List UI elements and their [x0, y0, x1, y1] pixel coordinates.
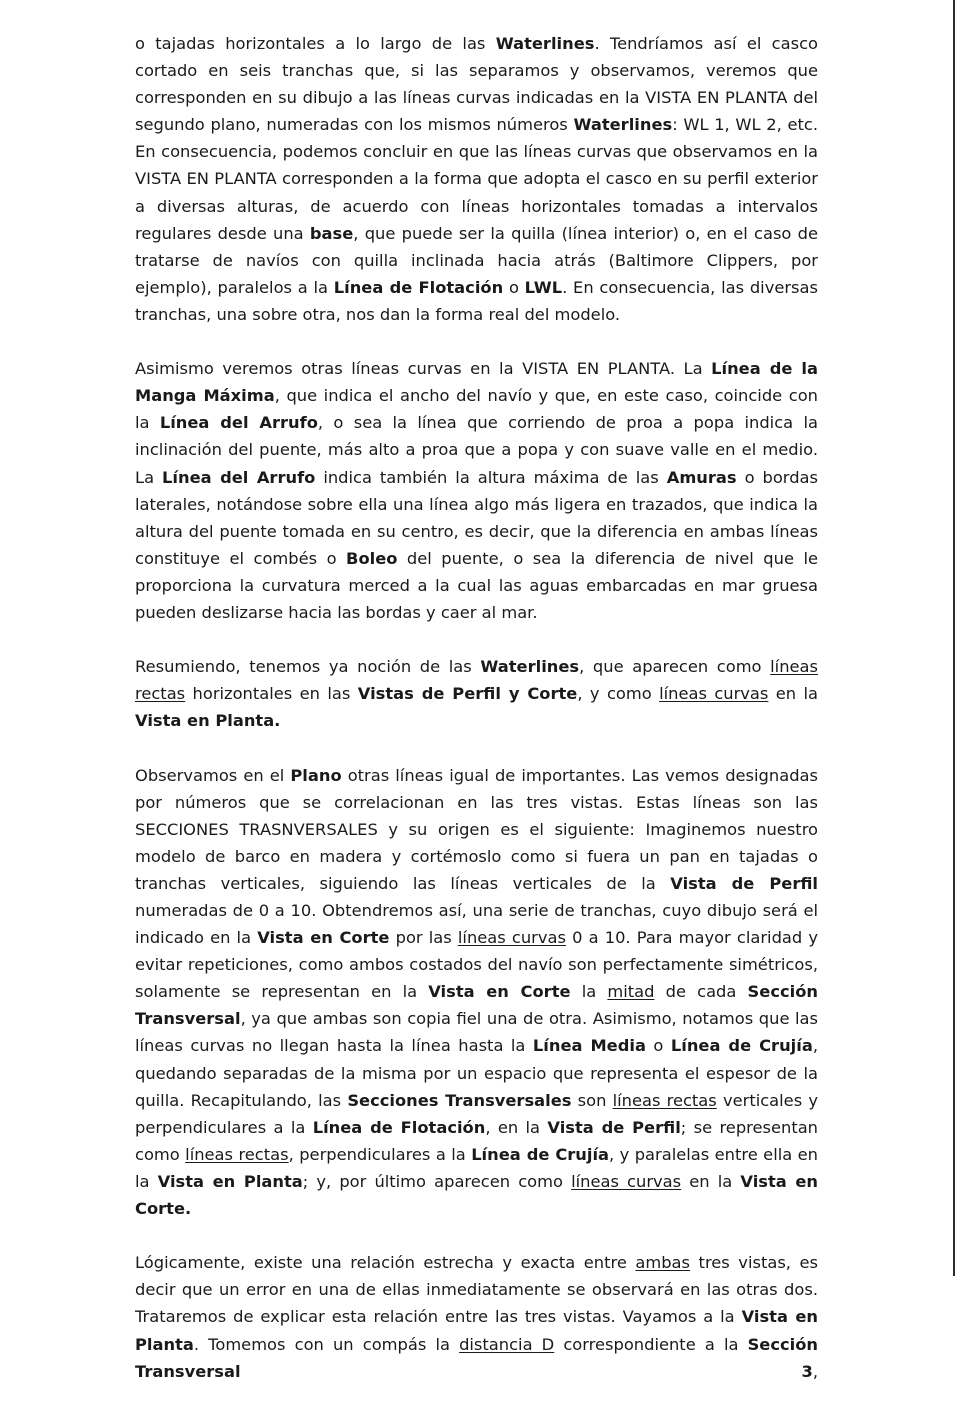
text-run: o tajadas horizontales a lo largo de las: [135, 34, 496, 53]
text-run: , que indica el ancho del navío y que, en este caso, coincide con la: [135, 386, 818, 433]
text-run: o: [503, 277, 525, 297]
bold-term: Waterlines: [495, 34, 595, 53]
body-text: [135, 30, 818, 1412]
text-run: ; y, por último aparecen como: [302, 1171, 572, 1191]
text-run: ; se representan como: [135, 1117, 818, 1164]
bold-term: Vista en Corte: [257, 928, 390, 948]
bold-term: Vista en Corte: [428, 982, 571, 1002]
underlined-term: mitad: [607, 982, 655, 1002]
text-run: : WL 1, WL 2, etc. En consecuencia, podemos concluir en que las líneas curvas que observamos en la VISTA EN PLANTA corresponden a la forma que adopta el casco en su perfil exterior a diversas alturas, de acuerdo con líneas horizontales tomadas a intervalos regulares desde una: [135, 115, 819, 243]
text-run: por las: [389, 928, 458, 948]
text-run: Asimismo veremos otras líneas curvas en la VISTA EN PLANTA. La: [135, 359, 712, 379]
text-run: Resumiendo, tenemos ya noción de las: [135, 657, 481, 677]
text-run: ,: [812, 1361, 818, 1381]
bold-term: Vistas de Perfil y Corte: [357, 684, 578, 704]
text-run: Lógicamente, existe una relación estrecha y exacta entre: [135, 1253, 636, 1273]
text-run: . Tendríamos así el casco cortado en seis tranchas que, si las separamos y observamos, veremos que corresponden en su dibujo a las líneas curvas indicadas en la VISTA EN PLANTA del segundo plano, numeradas con los mismos números: [135, 34, 818, 135]
text-run: , quedando separadas de la misma por un espacio que representa el espesor de la quilla. Recapitulando, las: [135, 1036, 819, 1110]
bold-term: Waterlines: [573, 115, 673, 135]
bold-term: Línea de la Manga Máxima: [135, 359, 818, 406]
text-run: verticales y perpendiculares a la: [135, 1090, 818, 1137]
text-run: en la: [768, 684, 819, 704]
underlined-term: líneas rectas: [612, 1090, 717, 1110]
bold-term: Línea del Arrufo: [159, 413, 318, 433]
text-run: la: [570, 982, 608, 1002]
text-run: o: [645, 1036, 671, 1056]
bold-term: Vista en Planta.: [135, 711, 281, 731]
paragraph-1: [135, 30, 818, 328]
text-run: . En consecuencia, las diversas tranchas, una sobre otra, nos dan la forma real del modelo.: [135, 277, 818, 324]
bold-term: Plano: [290, 765, 342, 785]
bold-term: Línea del Arrufo: [162, 467, 316, 487]
underlined-term: ambas: [635, 1253, 691, 1273]
underlined-term: distancia D: [459, 1334, 555, 1354]
bold-term: Línea de Flotación: [312, 1117, 486, 1137]
text-run: , perpendiculares a la: [288, 1144, 472, 1164]
underlined-term: líneas rectas: [185, 1144, 289, 1164]
bold-term: Línea de Crujía: [471, 1144, 610, 1164]
text-run: tres vistas, es decir que un error en una de ellas inmediatamente se observará en las otras dos. Trataremos de explicar esta relación entre las tres vistas. Vayamos a la: [135, 1253, 819, 1327]
text-run: indica también la altura máxima de las: [315, 467, 667, 487]
text-run: otras líneas igual de importantes. Las vemos designadas por números que se correlacionan en las tres vistas. Estas líneas son las SECCIONES TRASNVERSALES y su origen es el siguiente: Imaginemos nuestro modelo de barco en madera y cortémoslo como si fuera un pan en tajadas o tranchas verticales, siguiendo las líneas verticales de la: [135, 765, 818, 893]
underlined-term: líneas curvas: [659, 684, 769, 704]
bold-term: Vista de Perfil: [547, 1117, 681, 1137]
text-run: horizontales en las: [185, 684, 358, 704]
paragraph-5: [135, 1249, 818, 1384]
page-edge-border: [949, 0, 957, 1276]
bold-term: Vista en Corte.: [135, 1171, 818, 1219]
text-run: , que aparecen como: [579, 657, 771, 677]
bold-term: Sección Transversal: [135, 982, 818, 1029]
text-run: correspondiente a la: [554, 1334, 748, 1354]
text-run: , ya que ambas son copia fiel una de otra. Asimismo, notamos que las líneas curvas no llegan hasta la línea hasta la: [135, 1009, 818, 1056]
bold-term: Vista de Perfil: [670, 873, 818, 893]
text-run: 0 a 10. Para mayor claridad y evitar repeticiones, como ambos costados del navío son perfectamente simétricos, solamente se representan en la: [135, 928, 818, 1002]
bold-term: Amuras: [666, 467, 737, 487]
bold-term: Línea Media: [532, 1036, 646, 1056]
text-run: , que puede ser la quilla (línea interior) o, en el caso de tratarse de navíos con quilla inclinada hacia atrás (Baltimore Clippers, por ejemplo), paralelos a la: [135, 223, 818, 297]
text-run: o bordas laterales, notándose sobre ella una línea algo más ligera en trazados, que indica la altura del puente tomada en su centro, es decir, que la diferencia en ambas líneas constituye el combés o: [135, 467, 818, 568]
bold-term: Sección Transversal 3: [135, 1334, 819, 1381]
text-run: , y paralelas entre ella en la: [135, 1144, 818, 1191]
underlined-term: líneas curvas: [457, 928, 566, 948]
bold-term: Vista en Planta: [135, 1307, 818, 1354]
paragraph-4: [135, 762, 818, 1223]
underlined-term: líneas rectas: [135, 657, 818, 704]
bold-term: Línea de Flotación: [333, 277, 504, 297]
bold-term: Línea de Crujía: [670, 1036, 813, 1056]
text-run: del puente, o sea la diferencia de nivel que le proporciona la curvatura merced a la cual las aguas embarcadas en mar gruesa pueden deslizarse hacia las bordas y caer al mar.: [135, 548, 818, 622]
text-run: numeradas de 0 a 10. Obtendremos así, una serie de tranchas, cuyo dibujo será el indicado en la: [135, 901, 818, 948]
text-run: Observamos en el: [135, 765, 291, 785]
bold-term: Secciones Transversales: [347, 1090, 572, 1110]
paragraph-2: [135, 355, 818, 626]
text-run: , y como: [577, 684, 660, 704]
text-run: , en la: [485, 1117, 548, 1137]
bold-term: base: [309, 223, 354, 243]
paragraph-3: [135, 653, 818, 734]
text-run: son: [571, 1090, 613, 1110]
underlined-term: líneas curvas: [571, 1171, 682, 1191]
text-run: , o sea la línea que corriendo de proa a popa indica la inclinación del puente, más alto a proa que a popa y con suave valle en el medio. La: [135, 413, 818, 487]
text-run: . Tomemos con un compás la: [193, 1334, 460, 1354]
bold-term: LWL: [524, 277, 563, 297]
bold-term: Waterlines: [480, 657, 580, 677]
text-run: en la: [681, 1171, 741, 1191]
bold-term: Boleo: [346, 548, 398, 568]
bold-term: Vista en Planta: [157, 1171, 303, 1191]
text-run: de cada: [654, 982, 748, 1002]
